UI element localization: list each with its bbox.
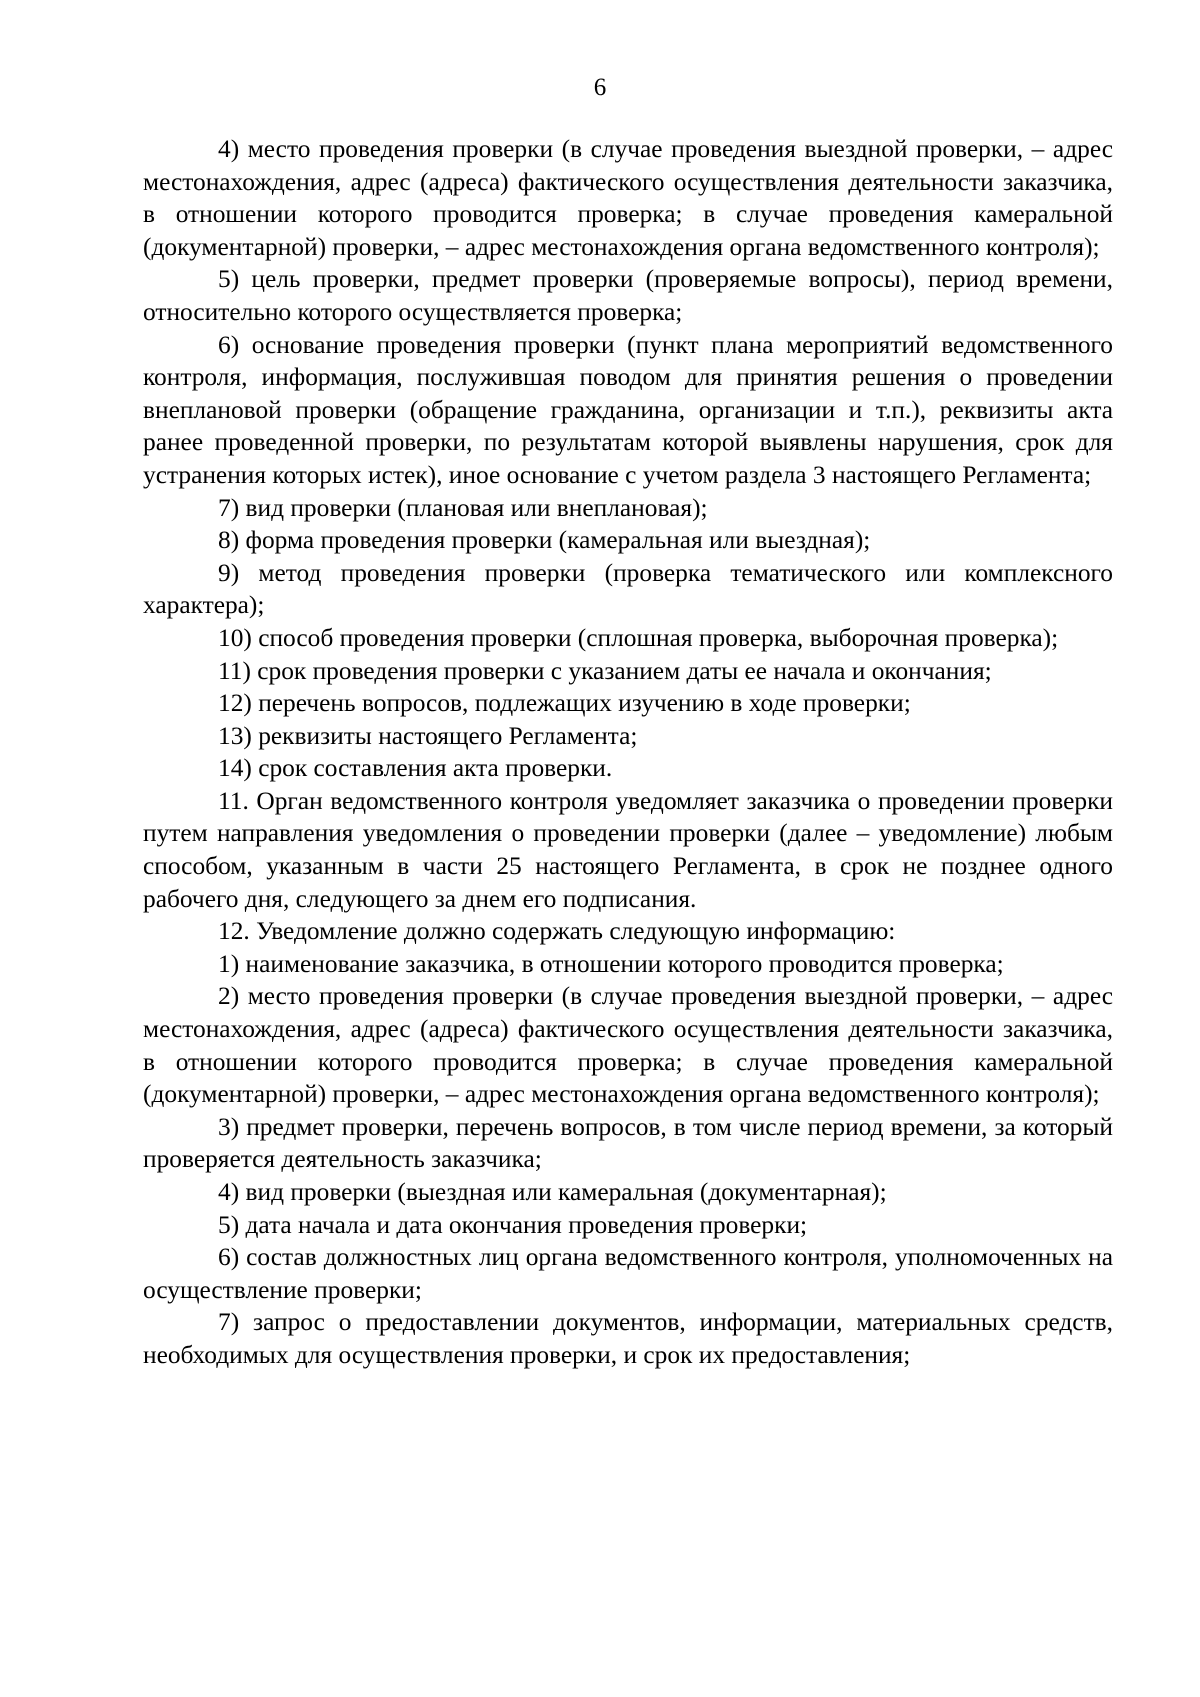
item-11-inspection-term: 11) срок проведения проверки с указанием даты ее начала и окончания; [218,656,992,685]
item-6-inspection-basis: 6) основание проведения проверки (пункт плана мероприятий ведомственного контроля, информация, послужившая поводом для принятия решения о проведении внеплановой проверки (обращение гражданина, организации и т.п.), реквизиты акта ранее проведенной проверки, по результатам которой выявлены нарушения, срок для устранения которых истек), иное основание с учетом раздела 3 настоящего Регламента; [143,330,1113,489]
notice-item-4-inspection-type: 4) вид проверки (выездная или камеральная (документарная); [218,1178,887,1206]
notice-item-6-officials: 6) состав должностных лиц органа ведомственного контроля, уполномоченных на осуществление проверки; [143,1243,1113,1304]
item-12-questions-list: 12) перечень вопросов, подлежащих изучению в ходе проверки; [218,689,911,718]
item-7-inspection-type: 7) вид проверки (плановая или внеплановая); [218,493,708,522]
item-5-inspection-purpose: 5) цель проверки, предмет проверки (проверяемые вопросы), период времени, относительно которого осуществляется проверка; [143,265,1113,326]
item-8-inspection-form: 8) форма проведения проверки (камеральная или выездная); [218,526,871,555]
section-11-notification: 11. Орган ведомственного контроля уведомляет заказчика о проведении проверки путем направления уведомления о проведении проверки (далее – уведомление) любым способом, указанным в части 25 настоящего Регламента, в срок не позднее одного рабочего дня, следующего за днем его подписания. [143,786,1113,913]
notice-item-2-inspection-location: 2) место проведения проверки (в случае проведения выездной проверки, – адрес местонахождения, адрес (адреса) фактического осуществления деятельности заказчика, в отношении которого проводится проверка; в случае проведения камеральной (документарной) проверки, – адрес местонахождения органа ведомственного контроля); [143,982,1113,1109]
document-body [143,133,1113,1372]
notice-item-5-inspection-dates: 5) дата начала и дата окончания проведения проверки; [218,1210,808,1239]
item-14-act-deadline: 14) срок составления акта проверки. [218,754,613,783]
item-4-inspection-location: 4) место проведения проверки (в случае проведения выездной проверки, – адрес местонахождения, адрес (адреса) фактического осуществления деятельности заказчика, в отношении которого проводится проверка; в случае проведения камеральной (документарной) проверки, – адрес местонахождения органа ведомственного контроля); [143,135,1113,261]
item-10-inspection-manner: 10) способ проведения проверки (сплошная проверка, выборочная проверка); [218,623,1059,652]
notice-item-1-customer-name: 1) наименование заказчика, в отношении которого проводится проверка; [218,949,1004,978]
page-number: 6 [593,74,607,101]
section-12-notification-contents: 12. Уведомление должно содержать следующую информацию: [218,917,896,946]
notice-item-3-inspection-subject: 3) предмет проверки, перечень вопросов, в том числе период времени, за который проверяется деятельность заказчика; [143,1112,1113,1174]
notice-item-7-documents-request: 7) запрос о предоставлении документов, информации, материальных средств, необходимых для осуществления проверки, и срок их предоставления; [143,1308,1113,1369]
item-13-regulation-details: 13) реквизиты настоящего Регламента; [218,721,638,750]
item-9-inspection-method: 9) метод проведения проверки (проверка тематического или комплексного характера); [143,558,1113,620]
